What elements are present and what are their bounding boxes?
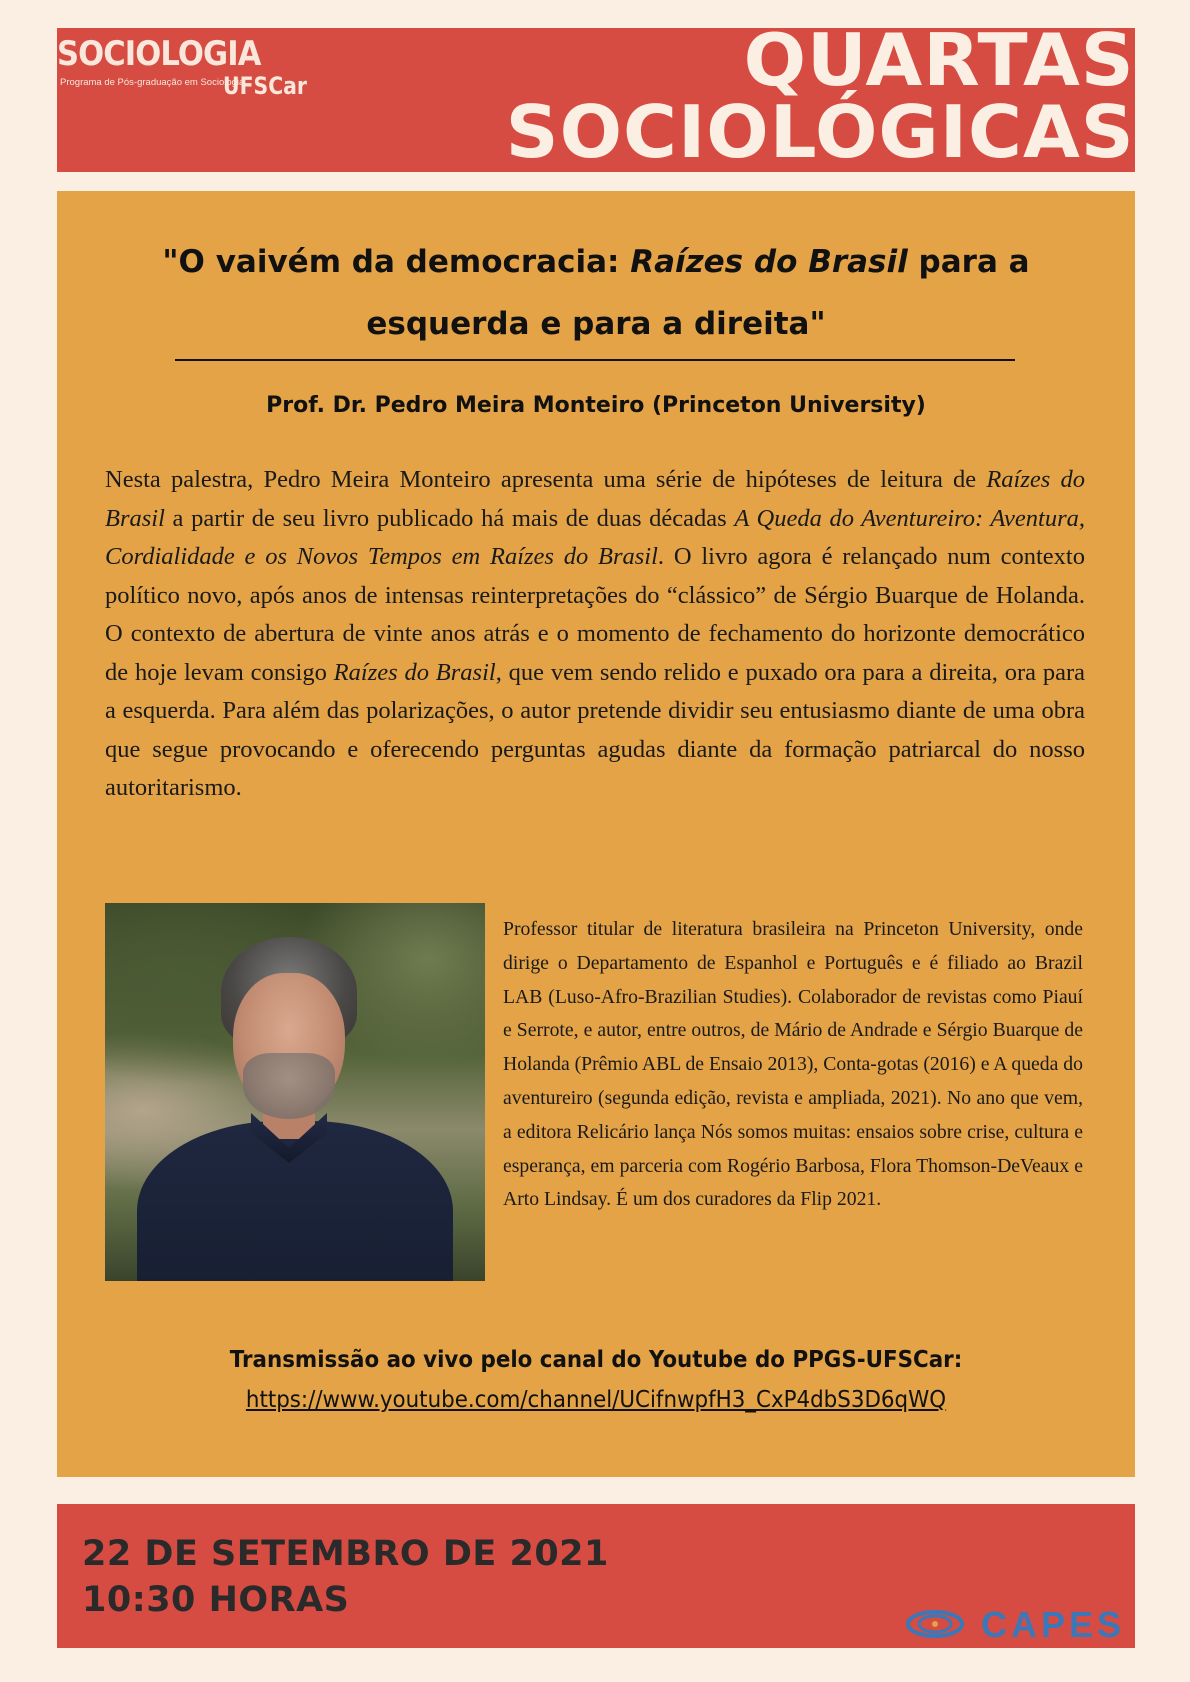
logo-ufscar: UFSCar xyxy=(223,72,307,100)
abstract-italic-3: Raízes do Brasil xyxy=(333,658,496,686)
title-line-2: SOCIOLÓGICAS xyxy=(505,90,1135,174)
talk-title-part2: para a esquerda e para a direita" xyxy=(366,244,1030,342)
speaker-bio: Professor titular de literatura brasileira na Princeton University, onde dirige o Departamento de Espanhol e Português e é filiado ao Brazil LAB (Luso-Afro-Brazilian Studies). Colaborador de revistas como Piauí e Serrote, e autor, entre outros, de Mário de Andrade e Sérgio Buarque de Holanda (Prêmio ABL de Ensaio 2013), Conta-gotas (2016) e A queda do aventureiro (segunda edição, revista e ampliada, 2021). No ano que vem, a editora Relicário lança Nós somos muitas: ensaios sobre crise, cultura e esperança, em parceria com Rogério Barbosa, Flora Thomson-DeVeaux e Arto Lindsay. É um dos curadores da Flip 2021. xyxy=(503,918,1083,1211)
abstract-text-3: . O livro agora é relançado num contexto político novo, após anos de intensas reinterpretações do “clássico” de Sérgio Buarque de Holanda. O contexto de abertura de vinte anos atrás e o momento de fechamento do horizonte democrático de hoje levam consigo xyxy=(105,543,1085,686)
sociologia-ufscar-logo xyxy=(57,34,317,104)
abstract-text-2: a partir de seu livro publicado há mais de duas décadas xyxy=(164,504,735,532)
footer-banner xyxy=(57,1504,1135,1648)
header-banner xyxy=(57,18,1135,174)
abstract-text-1: Nesta palestra, Pedro Meira Monteiro apresenta uma série de hipóteses de leitura de xyxy=(105,466,987,493)
speaker-photo xyxy=(105,903,485,1281)
event-date: 22 DE SETEMBRO DE 2021 xyxy=(82,1534,609,1574)
abstract-italic-1: Raízes do Brasil xyxy=(105,466,1085,532)
abstract-text-4: , que vem sendo relido e puxado ora para a direita, ora para a esquerda. Para além das polarizações, o autor pretende dividir seu entusiasmo diante de uma obra que segue provocando e oferecendo perguntas agudas diante da formação patriarcal do nosso autoritarismo. xyxy=(105,658,1085,801)
talk-title xyxy=(117,231,1075,355)
abstract-italic-2: A Queda do Aventureiro: Aventura, Cordialidade e os Novos Tempos em Raízes do Brasil xyxy=(105,504,1085,570)
title-line-1: QUARTAS xyxy=(743,18,1135,102)
capes-logo xyxy=(905,1602,1125,1644)
talk-title-part1: "O vaivém da democracia: xyxy=(162,244,631,280)
talk-title-italic: Raízes do Brasil xyxy=(630,244,908,280)
event-series-title xyxy=(505,18,1135,174)
abstract-paragraph xyxy=(105,461,1085,808)
logo-subtitle: Programa de Pós-graduação em Sociologia xyxy=(60,77,245,88)
title-divider xyxy=(175,359,1015,361)
speaker-name: Prof. Dr. Pedro Meira Monteiro (Princeton University) xyxy=(266,393,926,418)
logo-main-text: SOCIOLOGIA xyxy=(57,34,261,74)
capes-emblem-icon xyxy=(905,1604,965,1644)
main-content-panel xyxy=(57,191,1135,1477)
photo-beard xyxy=(243,1053,335,1119)
youtube-channel-link[interactable]: https://www.youtube.com/channel/UCifnwpfH3_CxP4dbS3D6qWQ xyxy=(245,1387,947,1413)
capes-text: CAPES xyxy=(980,1604,1125,1645)
event-time: 10:30 HORAS xyxy=(82,1580,350,1620)
stream-label: Transmissão ao vivo pelo canal do Youtube do PPGS-UFSCar: xyxy=(229,1347,963,1373)
